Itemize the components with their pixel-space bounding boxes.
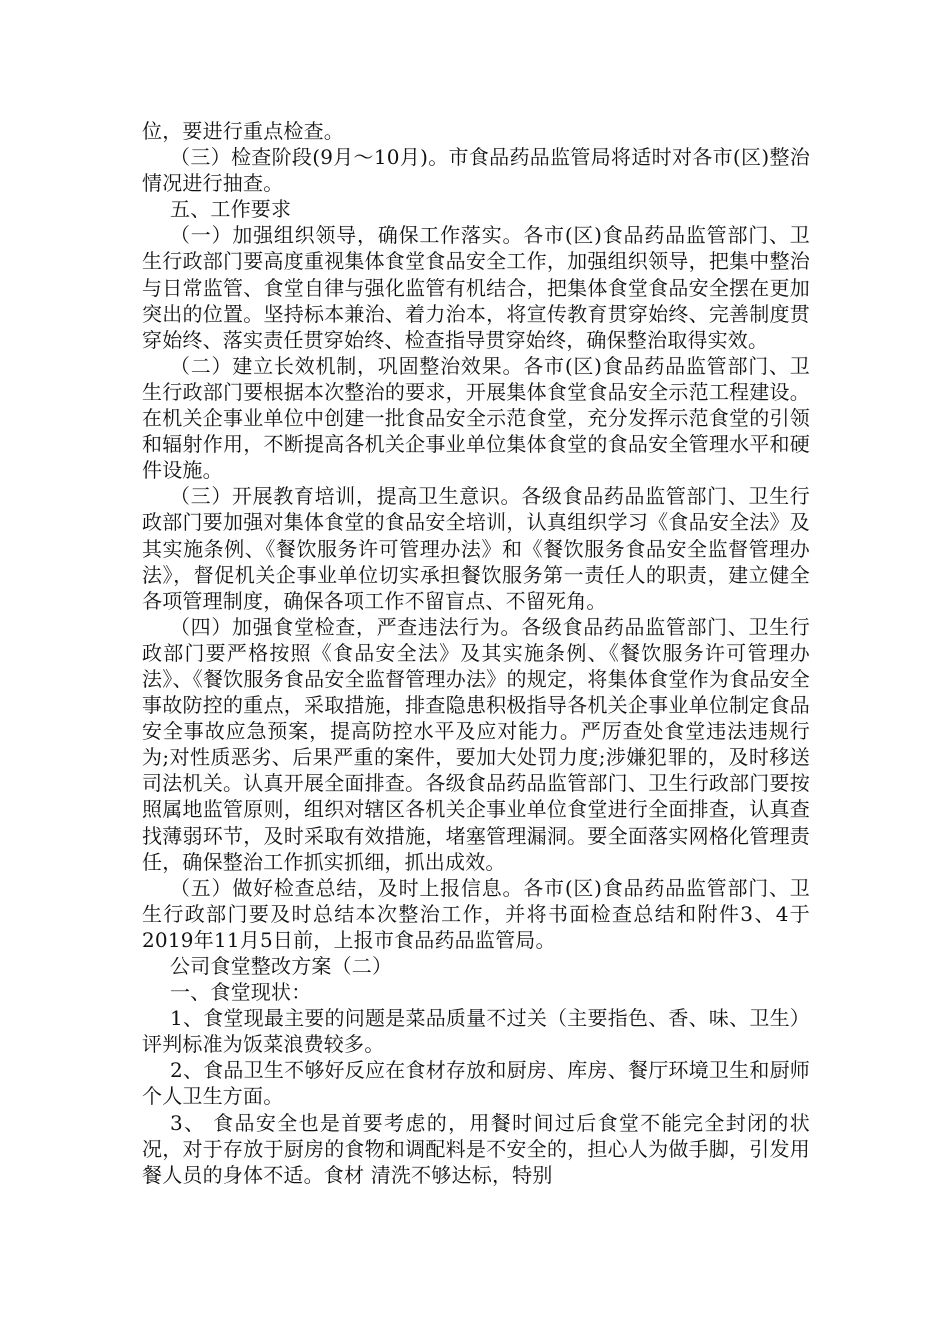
section-heading-current-status: 一、食堂现状：: [170, 980, 312, 1005]
document-body: [142, 118, 810, 1188]
paragraph-requirement-1: （一）加强组织领导，确保工作落实。各市(区)食品药品监管部门、卫生行政部门要高度重视集体食堂食品安全工作，加强组织领导，把集中整治与日常监管、食堂自律与强化监管有机结合，把集体食堂食品安全摆在更加突出的位置。坚持标本兼治、着力治本，将宣传教育贯穿始终、完善制度贯穿始终、落实责任贯穿始终、检查指导贯穿始终，确保整治取得实效。: [142, 223, 810, 352]
paragraph-status-3: 3、 食品安全也是首要考虑的，用餐时间过后食堂不能完全封闭的状况，对于存放于厨房的食物和调配料是不安全的，担心人为做手脚，引发用餐人员的身体不适。食材 清洗不够达标，特别: [142, 1110, 810, 1187]
paragraph-inspection-stage: （三）检查阶段(9月～10月)。市食品药品监管局将适时对各市(区)整治情况进行抽查。: [142, 145, 810, 196]
paragraph-status-2: 2、食品卫生不够好反应在食材存放和厨房、库房、餐厅环境卫生和厨师个人卫生方面。: [142, 1058, 810, 1109]
document-title-plan-2: 公司食堂整改方案（二）: [170, 954, 393, 978]
paragraph-requirement-2: （二）建立长效机制，巩固整治效果。各市(区)食品药品监管部门、卫生行政部门要根据本次整治的要求，开展集体食堂食品安全示范工程建设。在机关企事业单位中创建一批食品安全示范食堂，充分发挥示范食堂的引领和辐射作用，不断提高各机关企事业单位集体食堂的食品安全管理水平和硬件设施。: [142, 353, 810, 483]
section-heading-work-requirements: 五、工作要求: [170, 197, 292, 222]
paragraph-continuation: 位，要进行重点检查。: [142, 119, 344, 143]
paragraph-requirement-5: （五）做好检查总结，及时上报信息。各市(区)食品药品监管部门、卫生行政部门要及时总结本次整治工作，并将书面检查总结和附件3、4于2019年11月5日前，上报市食品药品监管局。: [142, 875, 810, 952]
paragraph-requirement-3: （三）开展教育培训，提高卫生意识。各级食品药品监管部门、卫生行政部门要加强对集体食堂的食品安全培训，认真组织学习《食品安全法》及其实施条例、《餐饮服务许可管理办法》和《餐饮服务食品安全监督管理办法》，督促机关企事业单位切实承担餐饮服务第一责任人的职责，建立健全各项管理制度，确保各项工作不留盲点、不留死角。: [142, 484, 810, 613]
paragraph-status-1: 1、食堂现最主要的问题是菜品质量不过关（主要指色、香、味、卫生）评判标准为饭菜浪费较多。: [142, 1006, 810, 1057]
paragraph-requirement-4: （四）加强食堂检查，严查违法行为。各级食品药品监管部门、卫生行政部门要严格按照《食品安全法》及其实施条例、《餐饮服务许可管理办法》、《餐饮服务食品安全监督管理办法》的规定，将集体食堂作为食品安全事故防控的重点，采取措施，排查隐患积极指导各机关企事业单位制定食品安全事故应急预案，提高防控水平及应对能力。严厉查处食堂违法违规行为;对性质恶劣、后果严重的案件，要加大处罚力度;涉嫌犯罪的，及时移送司法机关。认真开展全面排查。各级食品药品监管部门、卫生行政部门要按照属地监管原则，组织对辖区各机关企事业单位食堂进行全面排查，认真查找薄弱环节，及时采取有效措施，堵塞管理漏洞。要全面落实网格化管理责任，确保整治工作抓实抓细，抓出成效。: [142, 614, 810, 874]
